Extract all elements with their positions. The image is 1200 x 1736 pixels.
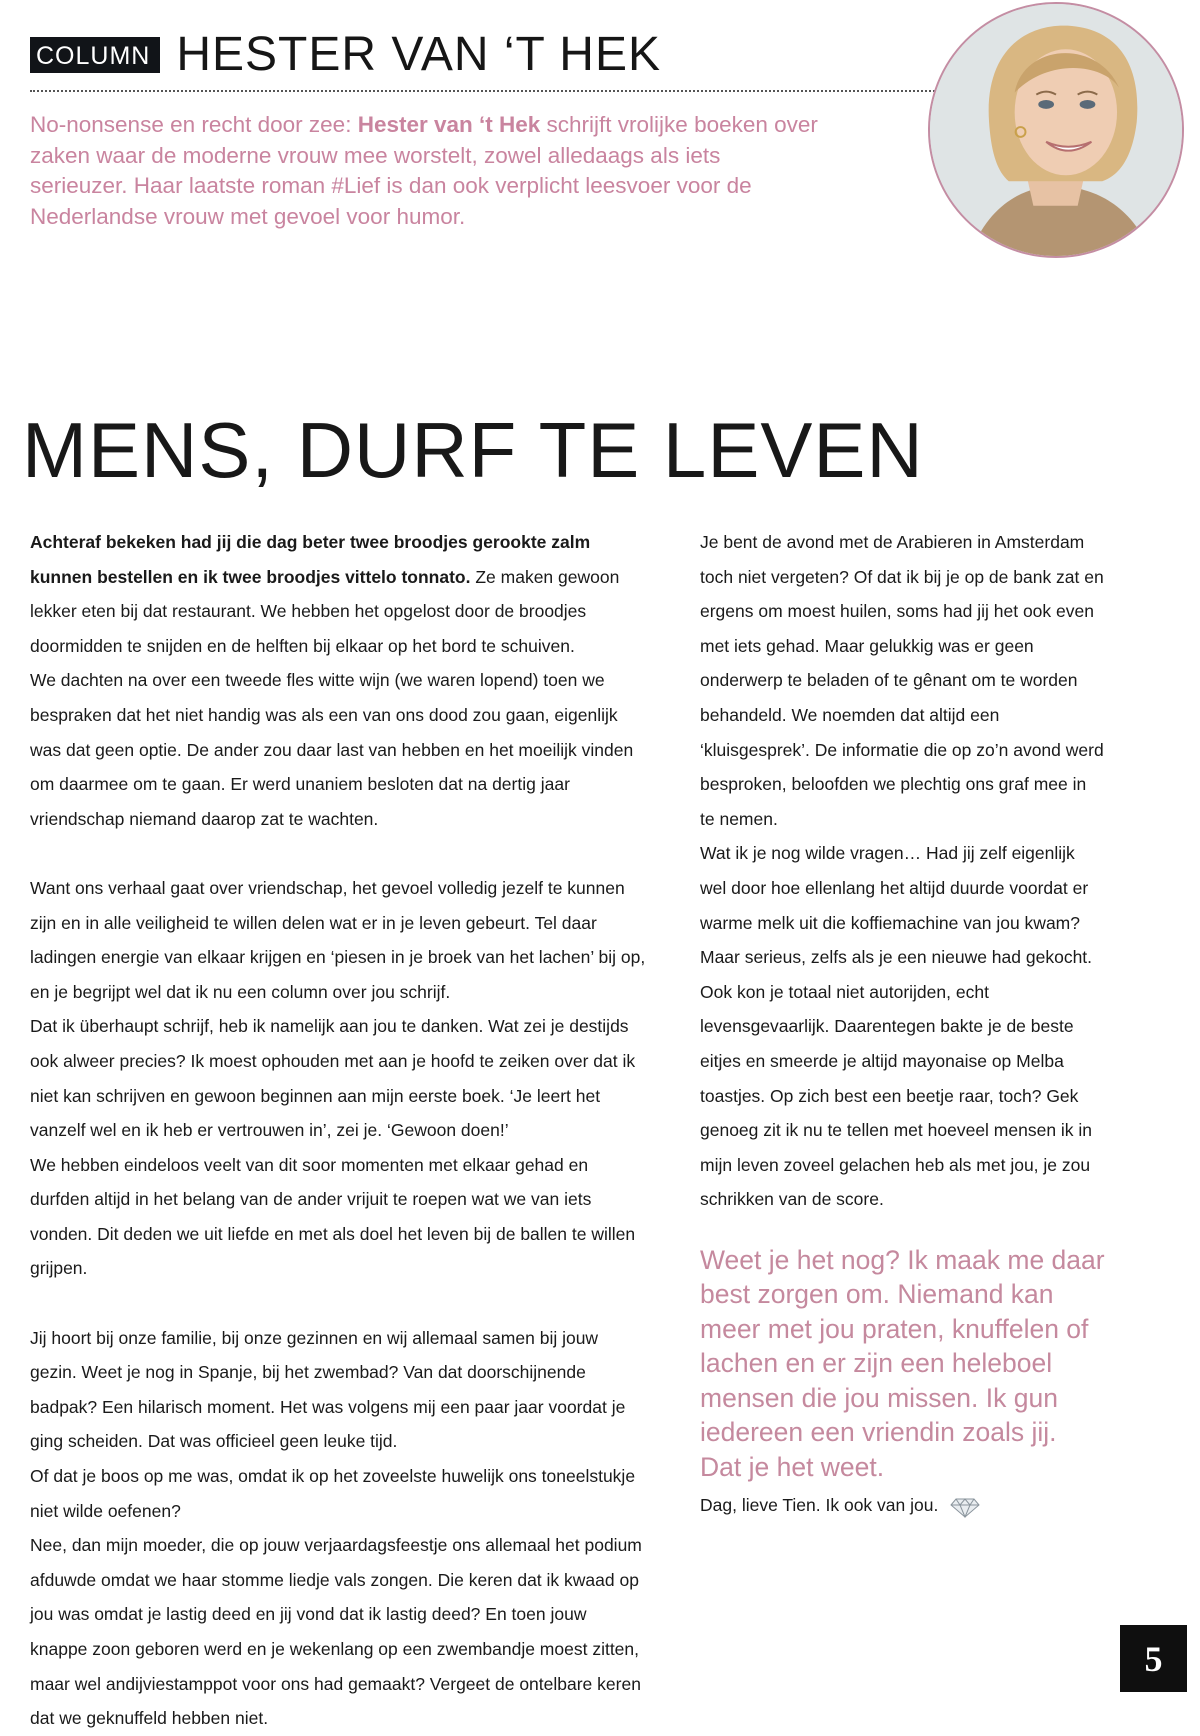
header-row <box>30 28 940 82</box>
paragraph-8: Nee, dan mijn moeder, die op jouw verjaardagsfeestje ons allemaal het podium afduwde omdat we haar stomme liedje vals zongen. Die keren dat ik kwaad op jou was omdat je lastig deed en jij vond dat ik lastig deed? En toen jouw knappe zoon geboren werd en je wekenlang op een zwembandje moest zitten, maar wel andijviestamppot voor ons had gemaakt? Vergeet de ontelbare keren dat we geknuffeld hebben niet. <box>30 1535 642 1729</box>
paragraph-4: Dat ik überhaupt schrijf, heb ik namelijk aan jou te danken. Wat zei je destijds ook alweer precies? Ik moest ophouden met aan je hoofd te zeiken over dat ik niet kan schrijven en gewoon beginnen aan mijn eerste boek. ‘Je leert het vanzelf wel en ik heb er vertrouwen in’, zei je. ‘Gewoon doen!’ <box>30 1016 636 1141</box>
intro-text-end: schrijft vrolijke boeken over zaken waar de moderne vrouw mee worstelt, zowel alledaags als iets serieuzer. Haar laatste roman #Lief is dan ook verplicht leesvoer voor de Nederlandse vrouw met gevoel voor humor. <box>30 112 818 229</box>
dotted-divider <box>30 90 935 92</box>
diamond-icon <box>950 1495 980 1517</box>
intro-text-start: No-nonsense en recht door zee: <box>30 112 358 137</box>
column-header <box>30 28 940 82</box>
paragraph-7: Of dat je boos op me was, omdat ik op het zoveelste huwelijk ons toneelstukje niet wilde oefenen? <box>30 1466 636 1521</box>
paragraph-10: Wat ik je nog wilde vragen… Had jij zelf eigenlijk wel door hoe ellenlang het altijd duurde voordat er warme melk uit die koffiemachine van jou kwam? Maar serieus, zelfs als je een nieuwe had gekocht. <box>700 843 1093 968</box>
paragraph-1 <box>30 525 647 663</box>
paragraph-spacer <box>30 836 647 871</box>
paragraph-1-rest: Ze maken gewoon lekker eten bij dat restaurant. We hebben het opgelost door de broodjes doormidden te snijden en de helften bij elkaar op het bord te schuiven. <box>30 566 620 656</box>
page-number: 5 <box>1120 1625 1187 1692</box>
paragraph-11: Ook kon je totaal niet autorijden, echt levensgevaarlijk. Daarentegen bakte je de beste eitjes en smeerde je altijd mayonaise op Melba toastjes. Op zich best een beetje raar, toch? Gek genoeg zit ik nu te tellen met hoeveel mensen ik in mijn leven zoveel gelachen heb als met jou, je zou schrikken van de score. <box>700 981 1093 1210</box>
article-headline: MENS, DURF TE LEVEN <box>22 406 924 494</box>
signoff-text: Dag, lieve Tien. Ik ook van jou. <box>700 1495 939 1516</box>
paragraph-5: We hebben eindeloos veelt van dit soor momenten met elkaar gehad en durfden altijd in het belang van de ander vrijuit te roepen wat we van iets vonden. Dit deden we uit liefde en met als doel het leven bij de ballen te willen grijpen. <box>30 1154 636 1279</box>
signoff <box>700 1488 1105 1523</box>
paragraph-3: Want ons verhaal gaat over vriendschap, het gevoel volledig jezelf te kunnen zijn en in alle veiligheid te willen delen wat er in je leven gebeurt. Tel daar ladingen energie van elkaar krijgen en ‘piesen in je broek van het lachen’ bij op, en je begrijpt wel dat ik nu een column over jou schrijf. <box>30 877 646 1002</box>
article-column-right <box>700 525 1105 1523</box>
paragraph-9: Je bent de avond met de Arabieren in Amsterdam toch niet vergeten? Of dat ik bij je op de bank zat en ergens om moest huilen, soms had jij het ook even met iets gehad. Maar gelukkig was er geen onderwerp te beladen of te gênant om te worden behandeld. We noemden dat altijd een ‘kluisgesprek’. De informatie die op zo’n avond werd besproken, beloofden we plechtig ons graf mee in te nemen. <box>700 532 1104 829</box>
paragraph-6: Jij hoort bij onze familie, bij onze gezinnen en wij allemaal samen bij jouw gezin. Weet je nog in Spanje, bij het zwembad? Van dat doorschijnende badpak? Een hilarisch moment. Het was volgens mij een paar jaar voordat je ging scheiden. Dat was officieel geen leuke tijd. <box>30 1327 626 1452</box>
lead-text: Achteraf bekeken had jij die dag beter twee broodjes gerookte zalm kunnen bestellen en ik twee broodjes vittelo tonnato. <box>30 532 591 587</box>
article-column-left <box>30 525 647 1736</box>
author-name: HESTER VAN ‘T HEK <box>176 28 661 81</box>
paragraph-spacer <box>30 1286 647 1321</box>
author-intro <box>30 110 820 232</box>
column-tag: COLUMN <box>30 37 160 73</box>
intro-author-name: Hester van ‘t Hek <box>357 112 541 137</box>
portrait-illustration <box>930 4 1182 256</box>
author-portrait <box>928 2 1184 258</box>
paragraph-2: We dachten na over een tweede fles witte wijn (we waren lopend) toen we bespraken dat het niet handig was als een van ons dood zou gaan, eigenlijk was dat geen optie. De ander zou daar last van hebben en het moeilijk vinden om daarmee om te gaan. Er werd unaniem besloten dat na dertig jaar vriendschap niemand daarop zat te wachten. <box>30 670 634 829</box>
pull-quote: Weet je het nog? Ik maak me daar best zorgen om. Niemand kan meer met jou praten, knuffelen of lachen en er zijn een heleboel mensen die jou missen. Ik gun iedereen een vriendin zoals jij. Dat je het weet. <box>700 1244 1105 1482</box>
